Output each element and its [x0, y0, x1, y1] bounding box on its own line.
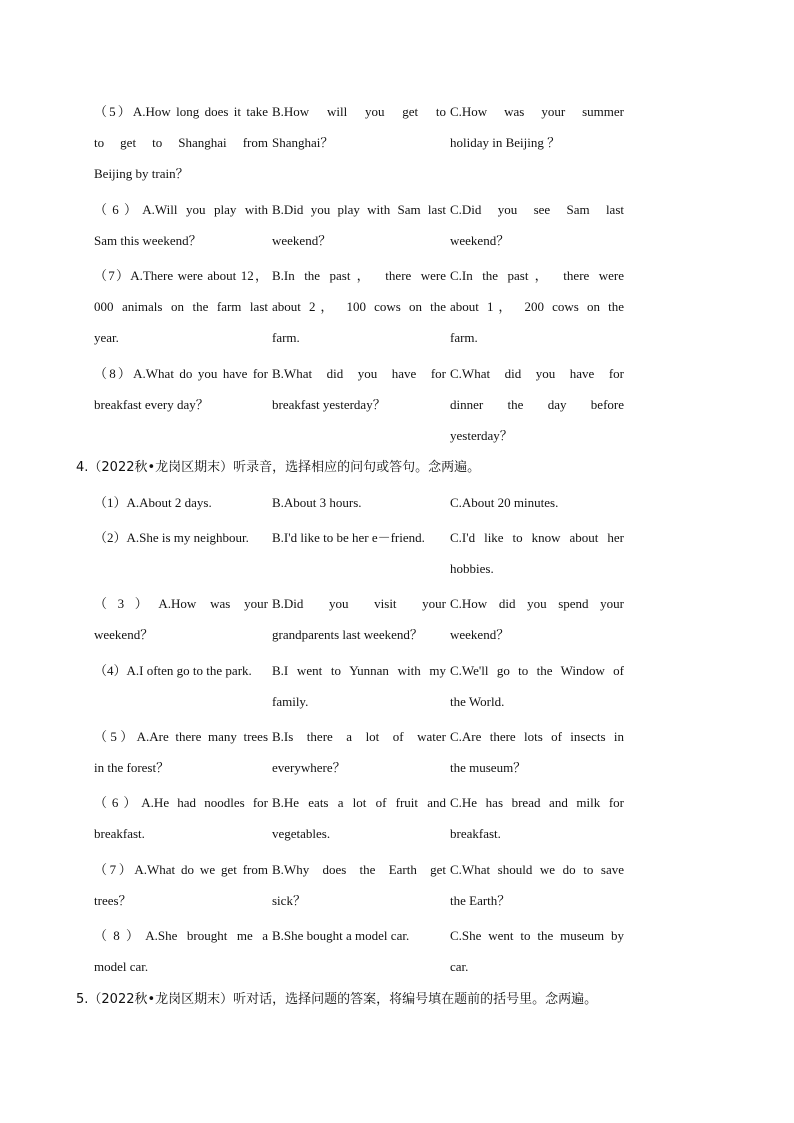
option-line: （4）A.I often go to the park.	[94, 663, 252, 678]
option-b	[272, 721, 446, 783]
option-line: C.In the past， there were	[450, 268, 624, 283]
option-line: about 1， 200 cows on the	[450, 299, 624, 314]
option-line: C.Are there lots of insects in	[450, 729, 624, 744]
option-b	[272, 920, 446, 951]
option-line: 000 animals on the farm last	[94, 299, 268, 314]
option-b	[272, 787, 446, 849]
option-c	[450, 787, 624, 849]
option-b	[272, 522, 446, 553]
option-a	[94, 920, 268, 982]
option-line: holiday in Beijing ？	[450, 135, 561, 150]
option-b	[272, 655, 446, 717]
option-b	[272, 588, 446, 650]
option-line: （5）A.How long does it take	[94, 104, 268, 119]
option-line: C.How did you spend your	[450, 596, 624, 611]
option-line: （7）A.What do we get from	[94, 862, 268, 877]
option-line: grandparents last weekend？	[272, 627, 423, 642]
option-line: the museum？	[450, 760, 527, 775]
option-line: family.	[272, 694, 309, 709]
option-line: hobbies.	[450, 561, 494, 576]
option-line: B.Is there a lot of water	[272, 729, 446, 744]
option-line: to get to Shanghai from	[94, 135, 268, 150]
option-a	[94, 487, 268, 518]
option-line: weekend？	[94, 627, 154, 642]
option-c	[450, 588, 624, 650]
option-line: weekend？	[450, 627, 510, 642]
option-line: B.Did you play with Sam last	[272, 202, 446, 217]
option-line: （2）A.She is my neighbour.	[94, 530, 249, 545]
option-line: about 2， 100 cows on the	[272, 299, 446, 314]
option-line: B.I'd like to be her e－friend.	[272, 530, 425, 545]
option-line: everywhere？	[272, 760, 346, 775]
option-line: in the forest？	[94, 760, 170, 775]
option-c	[450, 721, 624, 783]
option-a	[94, 787, 268, 849]
option-c	[450, 487, 624, 518]
option-line: （8）A.She brought me a	[94, 928, 268, 943]
option-a	[94, 260, 268, 353]
option-line: （6）A.Will you play with	[94, 202, 268, 217]
option-line: breakfast.	[94, 826, 145, 841]
option-line: （3）A.How was your	[94, 596, 268, 611]
option-c	[450, 655, 624, 717]
option-line: Shanghai？	[272, 135, 334, 150]
section-4-heading: 4.（2022秋•龙岗区期末）听录音，选择相应的问句或答句。念两遍。	[76, 460, 481, 475]
option-line: farm.	[450, 330, 478, 345]
option-c	[450, 194, 624, 256]
option-a	[94, 358, 268, 420]
option-line: （7）A.There were about 12，	[94, 268, 268, 283]
option-line: car.	[450, 959, 469, 974]
option-a	[94, 588, 268, 650]
option-line: C.She went to the museum by	[450, 928, 624, 943]
option-c	[450, 920, 624, 982]
option-line: sick？	[272, 893, 306, 908]
option-line: （5）A.Are there many trees	[94, 729, 268, 744]
option-line: weekend？	[450, 233, 510, 248]
option-line: Sam this weekend？	[94, 233, 202, 248]
option-line: C.About 20 minutes.	[450, 495, 559, 510]
option-line: farm.	[272, 330, 300, 345]
option-line: breakfast yesterday？	[272, 397, 386, 412]
option-line: breakfast.	[450, 826, 501, 841]
option-b	[272, 194, 446, 256]
option-c	[450, 96, 624, 158]
option-line: dinner the day before	[450, 397, 624, 412]
option-line: vegetables.	[272, 826, 331, 841]
option-a	[94, 655, 268, 686]
option-line: weekend？	[272, 233, 332, 248]
option-a	[94, 854, 268, 916]
option-b	[272, 260, 446, 353]
option-line: C.What did you have for	[450, 366, 624, 381]
option-line: the World.	[450, 694, 505, 709]
option-c	[450, 854, 624, 916]
option-line: （8）A.What do you have for	[94, 366, 268, 381]
option-c	[450, 522, 624, 584]
option-line: breakfast every day？	[94, 397, 209, 412]
option-line: C.We'll go to the Window of	[450, 663, 624, 678]
option-b	[272, 96, 446, 158]
option-a	[94, 721, 268, 783]
option-line: B.Why does the Earth get	[272, 862, 446, 877]
option-c	[450, 260, 624, 353]
option-line: B.About 3 hours.	[272, 495, 362, 510]
option-a	[94, 522, 268, 553]
option-b	[272, 487, 446, 518]
option-line: Beijing by train？	[94, 166, 189, 181]
option-line: B.What did you have for	[272, 366, 446, 381]
option-line: C.He has bread and milk for	[450, 795, 624, 810]
option-line: （6）A.He had noodles for	[94, 795, 268, 810]
option-line: B.She bought a model car.	[272, 928, 410, 943]
option-a	[94, 194, 268, 256]
option-a	[94, 96, 268, 189]
option-line: C.How was your summer	[450, 104, 624, 119]
option-line: B.He eats a lot of fruit and	[272, 795, 446, 810]
option-b	[272, 358, 446, 420]
option-line: C.What should we do to save	[450, 862, 624, 877]
option-c	[450, 358, 624, 451]
option-line: C.Did you see Sam last	[450, 202, 624, 217]
option-line: model car.	[94, 959, 149, 974]
option-line: the Earth？	[450, 893, 511, 908]
option-line: year.	[94, 330, 119, 345]
option-line: B.How will you get to	[272, 104, 446, 119]
section-5-heading: 5.（2022秋•龙岗区期末）听对话，选择问题的答案，将编号填在题前的括号里。念两遍。	[76, 992, 598, 1007]
option-line: B.In the past， there were	[272, 268, 446, 283]
option-line: trees？	[94, 893, 132, 908]
option-line: B.Did you visit your	[272, 596, 446, 611]
option-line: C.I'd like to know about her	[450, 530, 624, 545]
option-b	[272, 854, 446, 916]
option-line: B.I went to Yunnan with my	[272, 663, 446, 678]
option-line: yesterday？	[450, 428, 513, 443]
option-line: （1）A.About 2 days.	[94, 495, 212, 510]
